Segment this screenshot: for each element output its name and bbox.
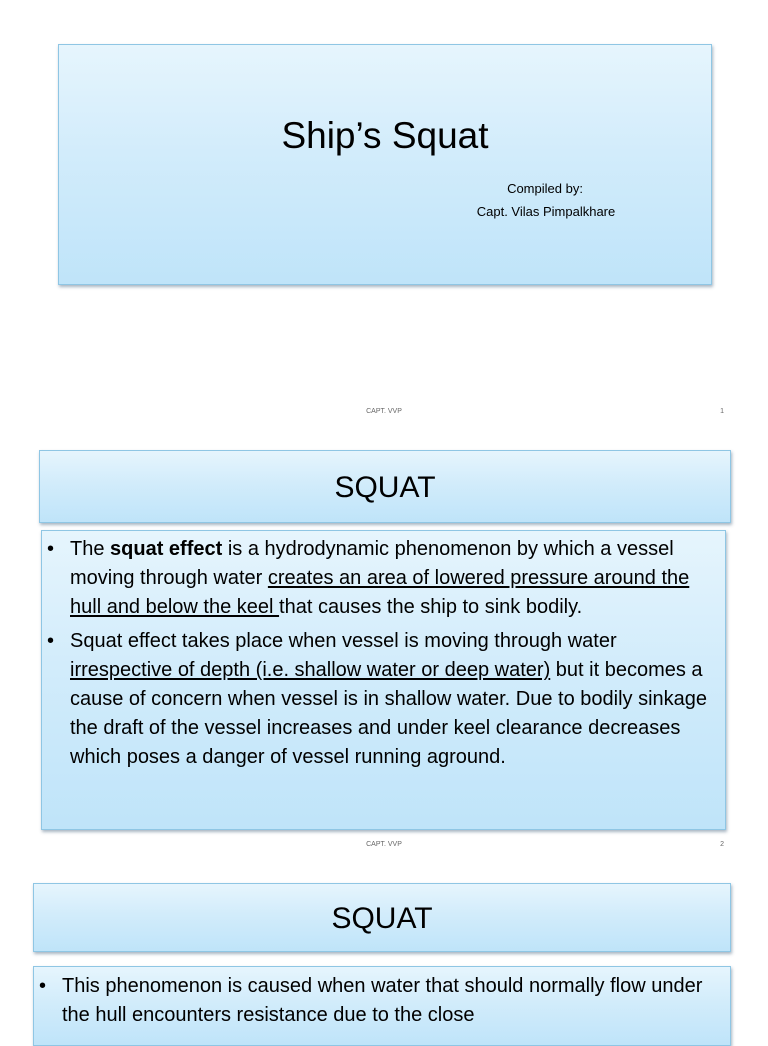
bold-term: squat effect xyxy=(110,538,223,560)
list-item: • Squat effect takes place when vessel is moving through water irrespective of depth (i.e. shallow water or deep water) but it becomes a cause of concern when vessel is in shallow water. Due to bodily sinkage the draft of the vessel increases and under keel clearance decreases which poses a danger of vessel running aground. xyxy=(41,627,721,772)
slide-1-footer-author: CAPT. VVP xyxy=(366,408,402,415)
bullet-marker: • xyxy=(47,538,55,560)
slide-2-footer-author: CAPT. VVP xyxy=(366,841,402,848)
list-item: • The squat effect is a hydrodynamic phenomenon by which a vessel moving through water creates an area of lowered pressure around the hull and below the keel that causes the ship to sink bodily. xyxy=(41,535,721,622)
author-name: Capt. Vilas Pimpalkhare xyxy=(476,204,616,219)
underlined-phrase: irrespective of depth (i.e. shallow water or deep water) xyxy=(70,659,551,681)
slide-2-page-number: 2 xyxy=(720,841,724,848)
list-item: • This phenomenon is caused when water that should normally flow under the hull encounters resistance due to the close xyxy=(33,972,723,1030)
slide-2-title: SQUAT xyxy=(334,471,436,504)
slide-1-page-number: 1 xyxy=(720,408,724,415)
bullet-marker: • xyxy=(47,630,55,652)
title-slide-panel xyxy=(58,44,712,285)
bullet-marker: • xyxy=(39,975,47,997)
slide-2-bullet-list xyxy=(41,535,721,772)
underlined-phrase: creates an area of lowered pressure around the hull and below the keel xyxy=(70,567,690,618)
slide-1-title: Ship’s Squat xyxy=(281,115,489,156)
slide-3-bullet-list xyxy=(33,972,723,1030)
compiled-by-label: Compiled by: xyxy=(507,181,583,196)
slide-3-title: SQUAT xyxy=(331,902,433,935)
